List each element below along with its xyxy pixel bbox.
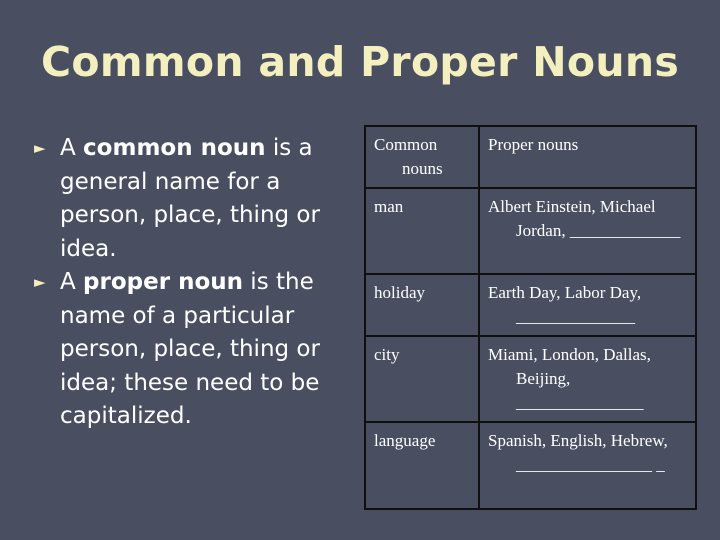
table-cell-common: city: [365, 336, 479, 422]
bullet-arrow-icon: ►: [34, 139, 46, 157]
bullet-proper-noun: [34, 266, 344, 434]
table-row: [365, 336, 696, 422]
table-header-proper: Proper nouns: [479, 126, 696, 188]
bullet-list: [34, 132, 344, 434]
slide-title: Common and Proper Nouns: [40, 38, 680, 86]
table-cell-proper: Spanish, English, Hebrew, ________________ _: [479, 422, 696, 509]
table-row: [365, 188, 696, 274]
table-cell-common: language: [365, 422, 479, 509]
table-header-row: [365, 126, 696, 188]
table-row: [365, 274, 696, 336]
bullet-prefix: A: [60, 269, 84, 295]
table-row: [365, 422, 696, 509]
bullet-common-noun: [34, 132, 344, 266]
bullet-prefix: A: [60, 135, 84, 161]
table-cell-common: man: [365, 188, 479, 274]
table-cell-common: holiday: [365, 274, 479, 336]
table-cell-proper: Earth Day, Labor Day, ______________: [479, 274, 696, 336]
bullet-text: is a general name for a person, place, thing or idea.: [60, 135, 320, 262]
bullet-arrow-icon: ►: [34, 273, 46, 291]
bullet-text: is the name of a particular person, place, thing or idea; these need to be capitalized.: [60, 269, 320, 429]
table-cell-proper: Miami, London, Dallas, Beijing, _______________: [479, 336, 696, 422]
bullet-term: proper noun: [83, 269, 243, 295]
bullet-term: common noun: [83, 135, 266, 161]
noun-table: [364, 125, 697, 510]
table-cell-proper: Albert Einstein, Michael Jordan, _____________: [479, 188, 696, 274]
table-header-common: Common nouns: [365, 126, 479, 188]
